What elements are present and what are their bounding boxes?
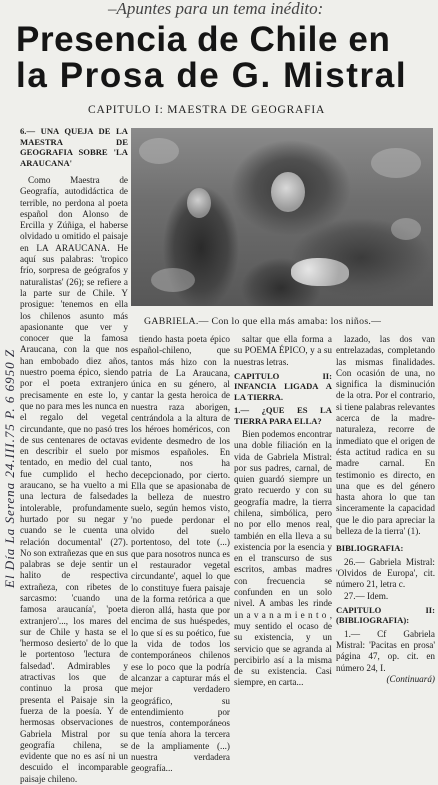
- article-column-2: [131, 334, 230, 774]
- column-3-intro: saltar que ella forma a su POEMA ÉPICO, y a su nuestras letras.: [234, 334, 332, 367]
- article-column-4: [336, 334, 435, 684]
- chapter-title: CAPITULO I: MAESTRA DE GEOGRAFIA: [88, 104, 326, 116]
- column-4-body: lazado, las dos van entrelazadas, completando las mismas finalidades. Con ocasión de una, no significa la disminución de la otra. Por el contrario, si tiene palabras relevantes acerca de la madre-naturaleza, recorre de inmediato que el origen de ésta actitud radica en su madre carnal. En testimonio es directo, en una que es del género hasta ahora lo que tan sinceramente la capacidad que le dio para apreciar la belleza de la tierra' (1).: [336, 334, 435, 537]
- photo-figure-woman: [271, 172, 305, 212]
- chapter-2-heading: CAPITULO II: INFANCIA LIGADA A LA TIERRA.: [234, 370, 332, 402]
- article-column-3: [234, 334, 332, 688]
- photo-figure-child: [187, 188, 211, 218]
- photo-gabriela-with-children: [131, 128, 433, 306]
- bibliography-heading: BIBLIOGRAFIA:: [336, 543, 404, 554]
- margin-stamp: [0, 180, 18, 600]
- headline-line-2: la Prosa de G. Mistral: [16, 56, 408, 95]
- photo-figure-animal: [291, 258, 349, 286]
- bibliography-ref-26: 26.— Gabriela Mistral: 'Olvidos de Europa', cit. número 21, letra c.: [336, 556, 435, 590]
- photo-caption: GABRIELA.— Con lo que ella más amaba: los niños.—: [144, 316, 382, 327]
- column-3-body: Bien podemos encontrar una doble filiación en la vida de Gabriela Mistral: por sus padres, carnal, de quien guardó siempre un grato recuerdo y con su geografía madre, la tierra chilena, simbólica, pero no por ello menos real, también en ella lleva a su existencia por la esencia y en el transcurso de sus escritos, ambas madres con frecuencia se confunden en un solo nivel. A ambas les rinde un a v a n a m i e n t o , muy sentido el ocaso de su existencia, y un servicio que se agranda al percibirlo así a la misma de su existencia. Casi siempre, en carta...: [234, 428, 332, 688]
- chapter-2-bibliography-heading: CAPITULO II: (BIBLIOGRAFIA):: [336, 604, 435, 626]
- article-column-1: [20, 126, 128, 784]
- section-body: Como Maestra de Geografía, autodidáctica de terrible, no perdona al poeta español don Alonso de Ercilla y Zúñiga, el haberse olvidado u omitido el paisaje en LA ARAUCANA. He aquí sus palabras: 'tropico frío, sorpresa de geógrafos y naturalistas' (26); se refiere a la parte sur de Chile. Y prosigue: 'tenemos en ella los chilenos asunto más apasionante que ver y conocer que la famosa Araucana, con la que nos han embobado diez años, nuestro poema épico, siendo por el poeta extranjero precisamente en este lo, y que no para mes les nunca en el regalo del vegetal circundante, que no pasó tres de sus centenares de octavas en describir el suelo por tentado, en medio del cual fue cumplido el hecho araucano, se ha vuelto a mi una lectura de falsedades intolerable, profundamente hurtado por su negar y cuando se le cuenta una relación documental' (27). No son extrañezas que en sus palabras se deje sentir un halito de respectiva extrañeza, con ribetes de sarcasmo: 'cuando una famosa araucanía', 'poeta extranjero'..., los mares del sur de Chile y hasta se el 'hermoso desierto' de lo que le portentoso 'lectura de falsedad'. Admirables y atractivas los que de continuo la prosa que presenta el Paisaje sin la fuerza de la poesía. Y de hermosas observaciones de Gabriela Mistral por su geografía chilena, se evidente que no es así ni un descuido el incomparable paisaje chileno.: [20, 175, 128, 784]
- bibliography-ref-27: 27.— Idem.: [344, 590, 389, 601]
- margin-stamp-text: El Día La Serena 24.III.75 P. 6 6950 Z: [2, 348, 17, 588]
- section-1-heading: 1.— ¿QUE ES LA TIERRA PARA ELLA?: [234, 405, 332, 426]
- continued-note: (Continuará): [386, 673, 435, 684]
- chapter-2-ref-1: 1.— Cf Gabriela Mistral: 'Pacitas en prosa' página 47, op. cit. en número 24, I.: [336, 628, 435, 673]
- column-2-body: tiendo hasta poeta épico español-chileno, que tantos más hizo con la patria de La Araucana, única en su género, al cantar la gesta heroica de nuestra raza aborigen, centrándola a la altura de los héroes homéricos, con evidente desmedro de los mismos españoles. En tanto, nos ha decepcionado, por cierto. Ella que se apasionaba de la belleza de nuestro suelo, según hemos visto, 'no puede perdonar el olvido del suelo portentoso, del tote (...) que para nosotros nunca es el restaurador vegetal circundante', aquel lo que lo constituye fuera paisaje de la forma retórica a que dieron allá, hasta que por encima de sus huéspedes, lo que sí es su poético, fue la vida de todos los contemporáneos chilenos ese lo poco que la podría alcanzar a capturar más el mejor verdadero geográfico, su entendimiento por nuestros, contemporáneos que tenía ahora la tercera de la ampliamente (...) nuestra verdadera geografía...: [131, 334, 230, 774]
- kicker-subtitle: –Apuntes para un tema inédito:: [108, 0, 324, 18]
- section-heading: 6.— UNA QUEJA DE LA MAESTRA DE GEOGRAFIA SOBRE 'LA ARAUCANA': [20, 126, 128, 168]
- headline-line-1: Presencia de Chile en: [16, 20, 391, 59]
